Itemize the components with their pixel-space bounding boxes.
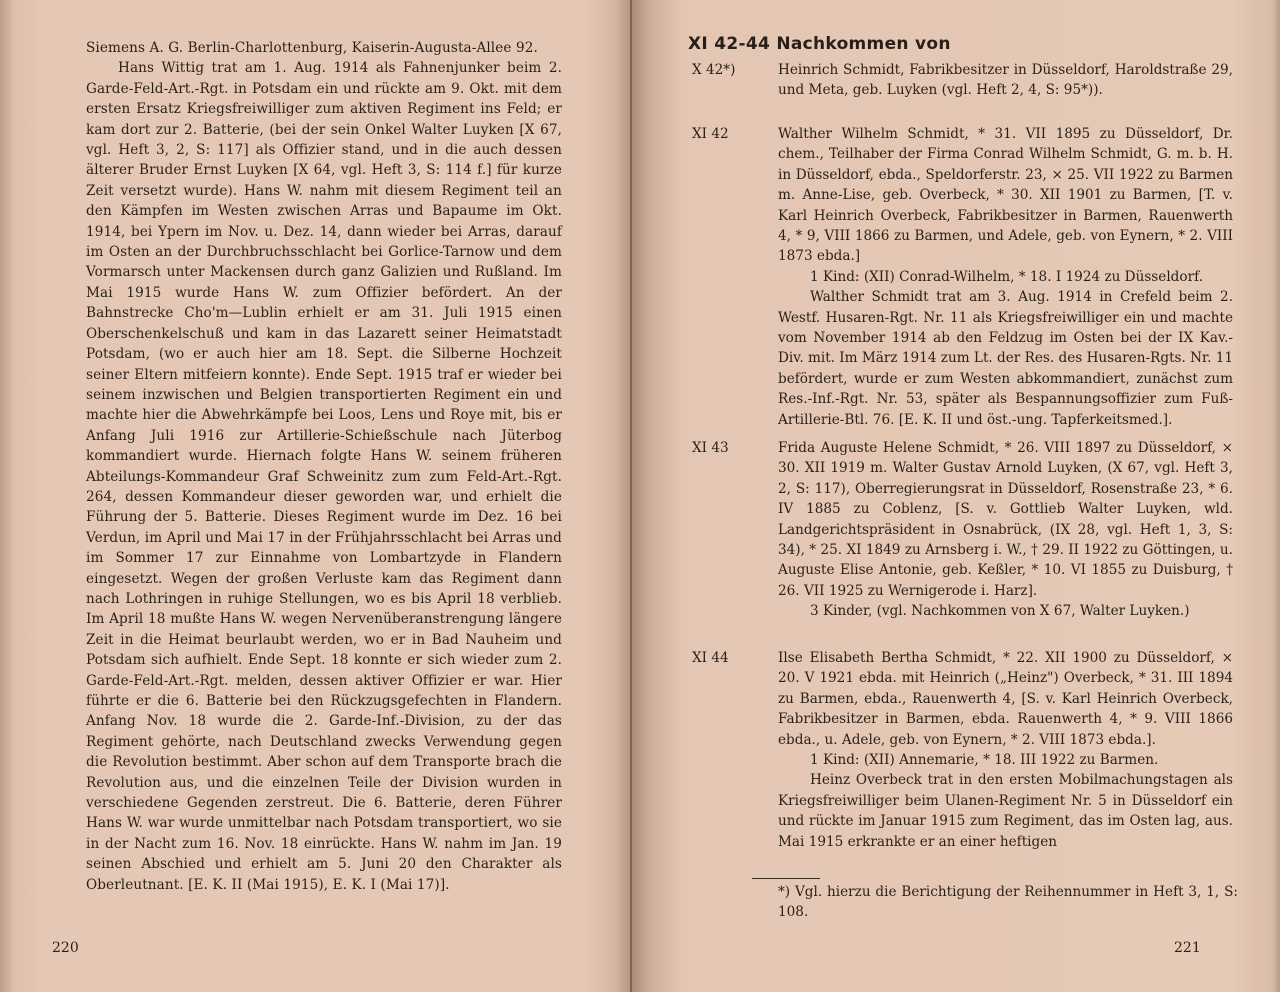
left-paragraph-2: Hans Wittig trat am 1. Aug. 1914 als Fahnenjunker beim 2. Garde-Feld-Art.-Rgt. in Potsdam ein und rückte am 9. Okt. mit dem ersten Ersatz Kriegsfreiwilliger zum aktiven Regiment ins Feld; er kam dort zur 2. Batterie, (bei der sein Onkel Walter Luyken [X 67, vgl. Heft 3, 2, S: 117] als Offizier stand, und in die auch dessen älterer Bruder Ernst Luyken [X 64, vgl. Heft 3, S: 114 f.] für kurze Zeit versetzt wurde). Hans W. nahm mit diesem Regiment teil an den Kämpfen im Westen zwischen Arras und Bapaume im Okt. 1914, bei Ypern im Nov. u. Dez. 14, dann wieder bei Arras, darauf im Osten an der Durchbruchsschlacht bei Gorlice-Tarnow und dem Vormarsch unter Mackensen durch ganz Galizien und Rußland. Im Mai 1915 wurde Hans W. zum Offizier befördert. An der Bahnstrecke Cho'm—Lublin erhielt er am 31. Juli 1915 einen Oberschenkelschuß und kam in das Lazarett seiner Heimatstadt Potsdam, (wo er auch hier am 18. Sept. die Silberne Hochzeit seiner Eltern mitfeiern konnte). Ende Sept. 1915 traf er wieder bei seinem inzwischen und Belgien transportierten Regiment ein und machte hier die Abwehrkämpfe bei Loos, Lens und Roye mit, bis er Anfang Juli 1916 zur Artillerie-Schießschule nach Jüterbog kommandiert wurde. Hiernach folgte Hans W. seinem früheren Abteilungs-Kommandeur Graf Schweinitz zum zum Feld-Art.-Rgt. 264, dessen Kommandeur dieser geworden war, und erhielt die Führung der 5. Batterie. Dieses Regiment wurde im Dez. 16 bei Verdun, im April und Mai 17 in der Frühjahrsschlacht bei Arras und im Sommer 17 zur Einnahme von Lombartzyde in Flandern eingesetzt. Wegen der großen Verluste kam das Regiment dann nach Lothringen in ruhige Stellungen, wo es bis April 18 verblieb. Im April 18 mußte Hans W. wegen Nervenüberanstrengung längere Zeit in die Heimat beurlaubt werden, wo er in Bad Nauheim und Potsdam sich aufhielt. Ende Sept. 18 konnte er sich wieder zum 2. Garde-Feld-Art.-Rgt. melden, dessen aktiver Offizier er war. Hier führte er die 6. Batterie bei den Rückzugsgefechten in Flandern. Anfang Nov. 18 wurde die 2. Garde-Inf.-Division, zu der das Regiment gehörte, nach Deutschland zwecks Verwendung gegen die Revolution bestimmt. Aber schon auf dem Transporte brach die Revolution aus, und die einzelnen Teile der Division wurden in verschiedene Gegenden zerstreut. Die 6. Batterie, deren Führer Hans W. war wurde unmittelbar nach Potsdam transportiert, wo sie in der Nacht zum 16. Nov. 18 einrückte. Hans W. nahm im Jan. 19 seinen Abschied und erhielt am 5. Juni 20 den Charakter als Oberleutnant. [E. K. II (Mai 1915), E. K. I (Mai 17)]. — [86, 60, 562, 893]
entry-paragraph: Walther Wilhelm Schmidt, * 31. VII 1895 zu Düsseldorf, Dr. chem., Teilhaber der Firma Conrad Wilhelm Schmidt, G. m. b. H. in Düsseldorf, ebda., Speldorferstr. 23, × 25. VII 1922 zu Barmen m. Anne-Lise, geb. Overbeck, * 30. XII 1901 zu Barmen, [T. v. Karl Heinrich Overbeck, Fabrikbesitzer in Barmen, Rauenwerth 4, * 9, VIII 1866 zu Barmen, und Adele, geb. von Eynern, * 2. VIII 1873 ebda.] — [778, 126, 1233, 265]
entry-number: XI 43 — [692, 440, 729, 456]
entry-body — [778, 124, 1233, 430]
page-number-left: 220 — [52, 940, 79, 956]
left-paragraph-1: Siemens A. G. Berlin-Charlottenburg, Kaiserin-Augusta-Allee 92. — [86, 40, 538, 56]
footnote-rule — [752, 878, 820, 879]
right-page — [632, 0, 1280, 992]
page-number-right: 221 — [1174, 940, 1201, 956]
entry-body — [778, 648, 1233, 852]
left-page-text — [86, 38, 562, 895]
running-heading: XI 42-44 Nachkommen von — [688, 34, 951, 54]
left-page — [0, 0, 632, 992]
entry-body — [778, 60, 1233, 101]
entry-number: XI 42 — [692, 126, 729, 142]
entry-biography: Heinz Overbeck trat in den ersten Mobilmachungstagen als Kriegsfreiwilliger beim Ulanen-Regiment Nr. 5 in Düsseldorf ein und rückte im Januar 1915 zum Regiment, das im Osten lag, aus. Mai 1915 erkrankte er an einer heftigen — [778, 772, 1233, 850]
entry-body — [778, 438, 1233, 622]
entry-biography: Walther Schmidt trat am 3. Aug. 1914 in Crefeld beim 2. Westf. Husaren-Rgt. Nr. 11 als Kriegsfreiwilliger ein und machte vom November 1914 ab den Feldzug im Osten bei der IX Kav.-Div. mit. Im März 1914 zum Lt. der Res. des Husaren-Rgts. Nr. 11 befördert, wurde er zum Westen abkommandiert, zunächst zum Res.-Inf.-Rgt. Nr. 53, später als Bespannungsoffizier zum Fuß-Artillerie-Btl. 76. [E. K. II und öst.-ung. Tapferkeitsmed.]. — [778, 289, 1234, 428]
entry-paragraph: Heinrich Schmidt, Fabrikbesitzer in Düsseldorf, Haroldstraße 29, und Meta, geb. Luyken (vgl. Heft 2, 4, S: 95*)). — [778, 62, 1233, 99]
entry-children: 1 Kind: (XII) Annemarie, * 18. III 1922 zu Barmen. — [810, 752, 1159, 769]
entry-paragraph: Frida Auguste Helene Schmidt, * 26. VIII 1897 zu Düsseldorf, × 30. XII 1919 m. Walter Gustav Arnold Luyken, (X 67, vgl. Heft 3, 2, S: 117), Oberregierungsrat in Düsseldorf, Rosenstraße 23, * 6. IV 1885 zu Coblenz, [S. v. Gottlieb Walter Luyken, wld. Landgerichtspräsident in Osnabrück, (IX 28, vgl. Heft 1, 3, S: 34), * 25. XI 1849 zu Arnsberg i. W., † 29. II 1922 zu Göttingen, u. Auguste Elise Antonie, geb. Keßler, * 10. VI 1855 zu Duisburg, † 26. VII 1925 zu Wernigerode i. Harz]. — [778, 440, 1233, 599]
entry-children: 3 Kinder, (vgl. Nachkommen von X 67, Walter Luyken.) — [810, 603, 1190, 620]
entry-children: 1 Kind: (XII) Conrad-Wilhelm, * 18. I 1924 zu Düsseldorf. — [810, 268, 1203, 285]
entry-paragraph: Ilse Elisabeth Bertha Schmidt, * 22. XII 1900 zu Düsseldorf, × 20. V 1921 ebda. mit Heinrich („Heinz") Overbeck, * 31. III 1894 zu Barmen, ebda., Rauenwerth 4, [S. v. Karl Heinrich Overbeck, Fabrikbesitzer in Barmen, ebda. Rauenwerth 4, * 9. VIII 1866 ebda., u. Adele, geb. von Eynern, * 2. VIII 1873 ebda.]. — [778, 650, 1233, 748]
footnote: *) Vgl. hierzu die Berichtigung der Reihennummer in Heft 3, 1, S: 108. — [778, 884, 1238, 921]
entry-number: XI 44 — [692, 650, 729, 666]
entry-number: X 42*) — [692, 62, 736, 78]
